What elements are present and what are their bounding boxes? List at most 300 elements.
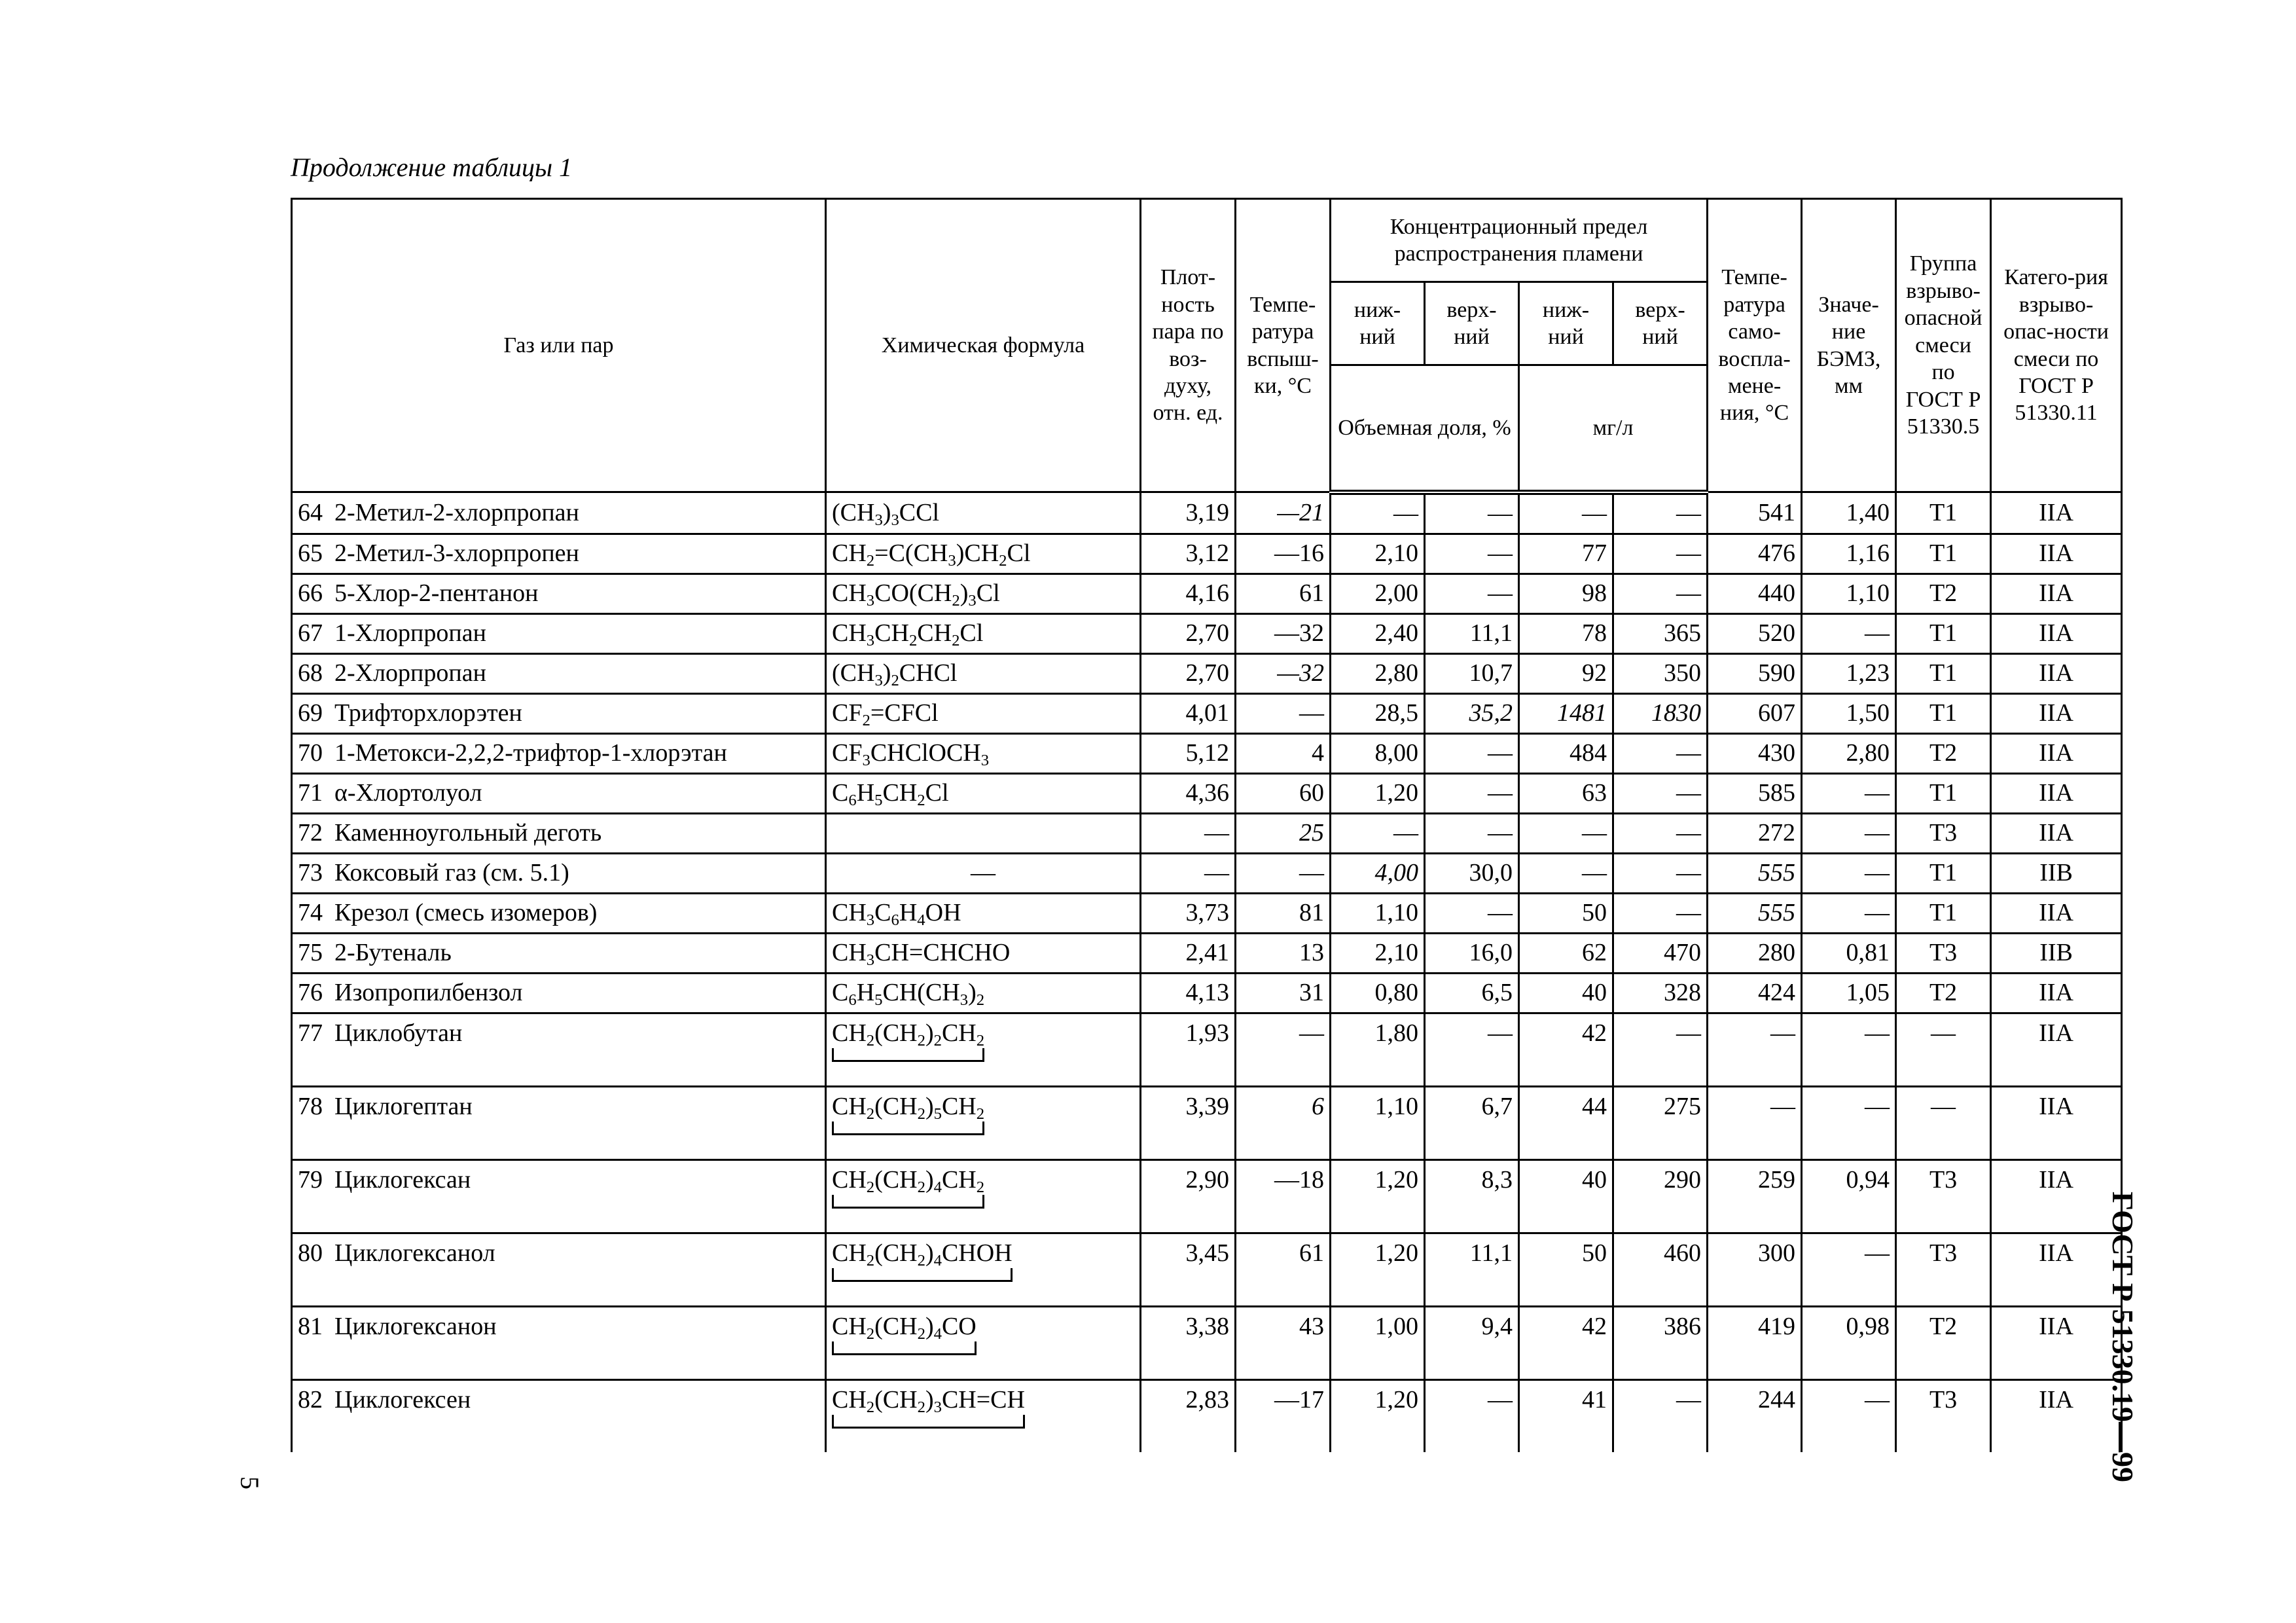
density-cell: —	[1141, 853, 1236, 893]
group-cell: T2	[1896, 574, 1991, 613]
table-row	[292, 1013, 2122, 1086]
mgl-lower-cell: —	[1519, 492, 1613, 534]
gas-name: 2-Хлорпропан	[334, 659, 486, 687]
flash-point-cell: —32	[1236, 653, 1331, 693]
bemz-cell: —	[1802, 773, 1896, 813]
formula-cell	[826, 1306, 1141, 1379]
autoignition-cell: 607	[1708, 693, 1802, 733]
autoignition-cell: 424	[1708, 973, 1802, 1013]
chemical-formula: $CF_3CHClOCH_3$	[832, 739, 990, 770]
header-mgl-lower: ниж-ний	[1519, 282, 1613, 365]
vol-upper-cell: 30,0	[1425, 853, 1519, 893]
vol-upper-cell: 6,7	[1425, 1086, 1519, 1159]
mgl-lower-cell: 98	[1519, 574, 1613, 613]
autoignition-cell: 555	[1708, 893, 1802, 933]
gas-name-cell	[292, 933, 826, 973]
chemical-formula: $(CH_3)_3CCl$	[832, 498, 940, 529]
table-row	[292, 733, 2122, 773]
mgl-upper-cell: 470	[1613, 933, 1708, 973]
bemz-cell: 0,98	[1802, 1306, 1896, 1379]
vol-lower-cell: 1,20	[1331, 1379, 1425, 1452]
gas-name-cell	[292, 1233, 826, 1306]
formula-cell	[826, 733, 1141, 773]
group-cell: T1	[1896, 492, 1991, 534]
chemical-formula: $CH_3CH=CHCHO$	[832, 939, 1011, 970]
formula-cell	[826, 1013, 1141, 1086]
vol-lower-cell: 2,10	[1331, 534, 1425, 574]
chemical-formula: $(CH_3)_2CHCl$	[832, 659, 958, 690]
bemz-cell: 1,10	[1802, 574, 1896, 613]
group-cell: T1	[1896, 534, 1991, 574]
mgl-upper-cell: 290	[1613, 1159, 1708, 1233]
formula-cell	[826, 1233, 1141, 1306]
chemical-formula: $CH_3CO(CH_2)_3Cl$	[832, 579, 1000, 610]
gas-name-cell	[292, 1306, 826, 1379]
autoignition-cell: 585	[1708, 773, 1802, 813]
row-number: 75	[298, 939, 323, 967]
density-cell: —	[1141, 813, 1236, 853]
category-cell: IIA	[1991, 492, 2122, 534]
density-cell: 2,90	[1141, 1159, 1236, 1233]
autoignition-cell: 590	[1708, 653, 1802, 693]
table-row	[292, 534, 2122, 574]
formula-cell	[826, 492, 1141, 534]
mgl-upper-cell: —	[1613, 1379, 1708, 1452]
group-cell: T2	[1896, 973, 1991, 1013]
bemz-cell: —	[1802, 1379, 1896, 1452]
category-cell: IIA	[1991, 1159, 2122, 1233]
row-number: 70	[298, 739, 323, 767]
category-cell: IIA	[1991, 1086, 2122, 1159]
gas-name: Циклогексанол	[334, 1239, 495, 1267]
autoignition-cell: 520	[1708, 613, 1802, 653]
table-row	[292, 693, 2122, 733]
category-cell: IIA	[1991, 773, 2122, 813]
bemz-cell: —	[1802, 1013, 1896, 1086]
mgl-upper-cell: 460	[1613, 1233, 1708, 1306]
formula-cell	[826, 973, 1141, 1013]
vol-upper-cell: —	[1425, 773, 1519, 813]
category-cell: IIB	[1991, 853, 2122, 893]
vol-upper-cell: 10,7	[1425, 653, 1519, 693]
vol-upper-cell: —	[1425, 813, 1519, 853]
header-mgl-upper: верх-ний	[1613, 282, 1708, 365]
bemz-cell: 1,23	[1802, 653, 1896, 693]
flash-point-cell: 25	[1236, 813, 1331, 853]
ring-bond	[832, 1268, 1013, 1282]
mgl-upper-cell: 350	[1613, 653, 1708, 693]
row-number: 78	[298, 1092, 323, 1120]
gas-name-cell	[292, 1013, 826, 1086]
mgl-lower-cell: 63	[1519, 773, 1613, 813]
table-row	[292, 1086, 2122, 1159]
flash-point-cell: 81	[1236, 893, 1331, 933]
gas-name-cell	[292, 613, 826, 653]
flash-point-cell: —16	[1236, 534, 1331, 574]
mgl-lower-cell: 42	[1519, 1306, 1613, 1379]
group-cell: T2	[1896, 1306, 1991, 1379]
group-cell: T3	[1896, 1379, 1991, 1452]
header-density: Плот-ность пара по воз-духу, отн. ед.	[1141, 199, 1236, 492]
header-group: Группа взрыво-опасной смеси по ГОСТ Р 51330.5	[1896, 199, 1991, 492]
bemz-cell: 2,80	[1802, 733, 1896, 773]
formula-cell	[826, 574, 1141, 613]
table-row	[292, 613, 2122, 653]
bemz-cell: 1,50	[1802, 693, 1896, 733]
group-cell: —	[1896, 1086, 1991, 1159]
flash-point-cell: —17	[1236, 1379, 1331, 1452]
bemz-cell: —	[1802, 853, 1896, 893]
mgl-lower-cell: 42	[1519, 1013, 1613, 1086]
formula-cell	[826, 813, 1141, 853]
flash-point-cell: 13	[1236, 933, 1331, 973]
mgl-lower-cell: 78	[1519, 613, 1613, 653]
autoignition-cell: 555	[1708, 853, 1802, 893]
data-table	[291, 198, 2123, 1452]
category-cell: IIA	[1991, 653, 2122, 693]
group-cell: T1	[1896, 653, 1991, 693]
bemz-cell: —	[1802, 613, 1896, 653]
group-cell: T1	[1896, 893, 1991, 933]
chemical-formula: $CH_2(CH_2)_2CH_2$	[832, 1019, 985, 1049]
formula-cell	[826, 933, 1141, 973]
gas-name: 1-Метокси-2,2,2-трифтор-1-хлорэтан	[334, 739, 727, 767]
formula-cell	[826, 1159, 1141, 1233]
category-cell: IIA	[1991, 1233, 2122, 1306]
vol-upper-cell: —	[1425, 492, 1519, 534]
header-category: Катего-рия взрыво-опас-ности смеси по ГОСТ Р 51330.11	[1991, 199, 2122, 492]
density-cell: 2,70	[1141, 653, 1236, 693]
gas-name-cell	[292, 733, 826, 773]
vol-upper-cell: —	[1425, 733, 1519, 773]
autoignition-cell: 476	[1708, 534, 1802, 574]
gas-name-cell	[292, 1159, 826, 1233]
mgl-lower-cell: 44	[1519, 1086, 1613, 1159]
group-cell: T1	[1896, 613, 1991, 653]
flash-point-cell: 60	[1236, 773, 1331, 813]
density-cell: 2,83	[1141, 1379, 1236, 1452]
vol-lower-cell: 28,5	[1331, 693, 1425, 733]
group-cell: —	[1896, 1013, 1991, 1086]
chemical-formula: —	[971, 859, 996, 887]
header-formula: Химическая формула	[826, 199, 1141, 492]
density-cell: 4,01	[1141, 693, 1236, 733]
group-cell: T2	[1896, 733, 1991, 773]
bemz-cell: 1,40	[1802, 492, 1896, 534]
vol-lower-cell: 1,80	[1331, 1013, 1425, 1086]
vol-lower-cell: —	[1331, 813, 1425, 853]
gas-name-cell	[292, 653, 826, 693]
vol-lower-cell: 1,10	[1331, 893, 1425, 933]
density-cell: 3,12	[1141, 534, 1236, 574]
gas-name-cell	[292, 853, 826, 893]
ring-bond	[832, 1048, 984, 1062]
autoignition-cell: —	[1708, 1013, 1802, 1086]
bemz-cell: —	[1802, 1233, 1896, 1306]
table-row	[292, 1306, 2122, 1379]
row-number: 80	[298, 1239, 323, 1267]
gas-name-cell	[292, 693, 826, 733]
density-cell: 4,16	[1141, 574, 1236, 613]
group-cell: T1	[1896, 693, 1991, 733]
row-number: 74	[298, 899, 323, 927]
gas-name: Циклогептан	[334, 1092, 473, 1120]
category-cell: IIA	[1991, 973, 2122, 1013]
group-cell: T3	[1896, 1233, 1991, 1306]
table-row	[292, 813, 2122, 853]
bemz-cell: 1,05	[1802, 973, 1896, 1013]
document-code: ГОСТ Р 51330.19—99	[2106, 1192, 2140, 1482]
flash-point-cell: 43	[1236, 1306, 1331, 1379]
mgl-upper-cell: 328	[1613, 973, 1708, 1013]
category-cell: IIA	[1991, 574, 2122, 613]
flash-point-cell: —32	[1236, 613, 1331, 653]
vol-upper-cell: 35,2	[1425, 693, 1519, 733]
vol-upper-cell: 9,4	[1425, 1306, 1519, 1379]
mgl-upper-cell: 386	[1613, 1306, 1708, 1379]
density-cell: 3,38	[1141, 1306, 1236, 1379]
header-vol-lower: ниж-ний	[1331, 282, 1425, 365]
vol-upper-cell: —	[1425, 1379, 1519, 1452]
chemical-formula: $CH_2(CH_2)_4CH_2$	[832, 1165, 985, 1196]
group-cell: T3	[1896, 1159, 1991, 1233]
flash-point-cell: —21	[1236, 492, 1331, 534]
ring-bond	[832, 1122, 984, 1135]
gas-name-cell	[292, 973, 826, 1013]
row-number: 65	[298, 539, 323, 568]
row-number: 79	[298, 1165, 323, 1194]
bemz-cell: 0,81	[1802, 933, 1896, 973]
bemz-cell: 0,94	[1802, 1159, 1896, 1233]
formula-cell	[826, 1086, 1141, 1159]
gas-name: α-Хлортолуол	[334, 779, 482, 807]
flash-point-cell: 31	[1236, 973, 1331, 1013]
table-row	[292, 574, 2122, 613]
gas-name: Циклогексанон	[334, 1312, 497, 1340]
vol-upper-cell: —	[1425, 1013, 1519, 1086]
mgl-upper-cell: —	[1613, 534, 1708, 574]
table-row	[292, 933, 2122, 973]
table-row	[292, 653, 2122, 693]
density-cell: 4,13	[1141, 973, 1236, 1013]
vol-upper-cell: —	[1425, 574, 1519, 613]
mgl-lower-cell: —	[1519, 853, 1613, 893]
header-vol-unit: Объемная доля, %	[1331, 365, 1519, 492]
mgl-upper-cell: —	[1613, 574, 1708, 613]
flash-point-cell: 61	[1236, 574, 1331, 613]
group-cell: T1	[1896, 773, 1991, 813]
mgl-lower-cell: 62	[1519, 933, 1613, 973]
category-cell: IIA	[1991, 534, 2122, 574]
density-cell: 3,45	[1141, 1233, 1236, 1306]
group-cell: T3	[1896, 933, 1991, 973]
mgl-lower-cell: 77	[1519, 534, 1613, 574]
gas-name: Трифторхлорэтен	[334, 699, 522, 727]
mgl-upper-cell: —	[1613, 893, 1708, 933]
gas-name: Циклогексен	[334, 1385, 471, 1413]
flash-point-cell: 6	[1236, 1086, 1331, 1159]
table-row	[292, 893, 2122, 933]
header-bemz: Значе-ние БЭМЗ, мм	[1802, 199, 1896, 492]
vol-upper-cell: 11,1	[1425, 613, 1519, 653]
chemical-formula: $CH_2(CH_2)_4CHOH$	[832, 1239, 1013, 1269]
chemical-formula: $CH_2(CH_2)_5CH_2$	[832, 1092, 985, 1123]
category-cell: IIA	[1991, 693, 2122, 733]
formula-cell	[826, 773, 1141, 813]
mgl-lower-cell: 50	[1519, 1233, 1613, 1306]
chemical-formula: $CH_2=C(CH_3)CH_2Cl$	[832, 539, 1031, 570]
table-row	[292, 773, 2122, 813]
bemz-cell: —	[1802, 813, 1896, 853]
flash-point-cell: —	[1236, 853, 1331, 893]
vol-lower-cell: 0,80	[1331, 973, 1425, 1013]
vol-lower-cell: —	[1331, 492, 1425, 534]
vol-lower-cell: 2,40	[1331, 613, 1425, 653]
row-number: 68	[298, 659, 323, 687]
gas-name: 2-Метил-3-хлорпропен	[334, 539, 579, 568]
row-number: 73	[298, 859, 323, 887]
density-cell: 3,19	[1141, 492, 1236, 534]
autoignition-cell: 541	[1708, 492, 1802, 534]
mgl-lower-cell: 50	[1519, 893, 1613, 933]
bemz-cell: 1,16	[1802, 534, 1896, 574]
gas-name-cell	[292, 1379, 826, 1452]
density-cell: 4,36	[1141, 773, 1236, 813]
vol-lower-cell: 1,20	[1331, 1159, 1425, 1233]
vol-upper-cell: —	[1425, 893, 1519, 933]
chemical-formula: $CH_3CH_2CH_2Cl$	[832, 619, 984, 650]
vol-lower-cell: 4,00	[1331, 853, 1425, 893]
flash-point-cell: 61	[1236, 1233, 1331, 1306]
row-number: 72	[298, 819, 323, 847]
gas-name: 2-Метил-2-хлорпропан	[334, 498, 579, 526]
density-cell: 1,93	[1141, 1013, 1236, 1086]
chemical-formula: $CH_2(CH_2)_4CO$	[832, 1312, 977, 1343]
gas-name-cell	[292, 773, 826, 813]
mgl-lower-cell: 484	[1519, 733, 1613, 773]
density-cell: 3,73	[1141, 893, 1236, 933]
density-cell: 2,70	[1141, 613, 1236, 653]
vol-lower-cell: 1,20	[1331, 773, 1425, 813]
autoignition-cell: 280	[1708, 933, 1802, 973]
table-row	[292, 1233, 2122, 1306]
header-gas: Газ или пар	[292, 199, 826, 492]
mgl-upper-cell: —	[1613, 1013, 1708, 1086]
formula-cell	[826, 893, 1141, 933]
category-cell: IIA	[1991, 1306, 2122, 1379]
gas-name-cell	[292, 813, 826, 853]
gas-name: Изопропилбензол	[334, 979, 523, 1007]
header-concentration-limit: Концентрационный предел распространения пламени	[1331, 199, 1708, 282]
header-mgl-unit: мг/л	[1519, 365, 1708, 492]
mgl-upper-cell: 365	[1613, 613, 1708, 653]
autoignition-cell: 272	[1708, 813, 1802, 853]
vol-lower-cell: 1,00	[1331, 1306, 1425, 1379]
gas-name: 2-Бутеналь	[334, 939, 452, 967]
flash-point-cell: —	[1236, 1013, 1331, 1086]
chemical-formula: $CF_2=CFCl$	[832, 699, 939, 730]
gas-name: Циклобутан	[334, 1019, 463, 1047]
row-number: 71	[298, 779, 323, 807]
category-cell: IIB	[1991, 933, 2122, 973]
density-cell: 5,12	[1141, 733, 1236, 773]
formula-cell	[826, 853, 1141, 893]
density-cell: 3,39	[1141, 1086, 1236, 1159]
gas-name: 5-Хлор-2-пентанон	[334, 579, 539, 608]
mgl-lower-cell: —	[1519, 813, 1613, 853]
page-number: 5	[235, 1476, 264, 1489]
mgl-upper-cell: —	[1613, 813, 1708, 853]
formula-cell	[826, 613, 1141, 653]
formula-cell	[826, 653, 1141, 693]
gas-name-cell	[292, 574, 826, 613]
mgl-lower-cell: 40	[1519, 1159, 1613, 1233]
header-flash-point: Темпе-ратура вспыш-ки, °С	[1236, 199, 1331, 492]
table-caption: Продолжение таблицы 1	[291, 153, 573, 182]
formula-cell	[826, 693, 1141, 733]
gas-name: Циклогексан	[334, 1165, 471, 1194]
mgl-lower-cell: 40	[1519, 973, 1613, 1013]
formula-cell	[826, 1379, 1141, 1452]
gas-name-cell	[292, 534, 826, 574]
chemical-formula: $CH_3C_6H_4OH$	[832, 899, 961, 930]
flash-point-cell: 4	[1236, 733, 1331, 773]
density-cell: 2,41	[1141, 933, 1236, 973]
row-number: 66	[298, 579, 323, 608]
vol-upper-cell: 11,1	[1425, 1233, 1519, 1306]
group-cell: T3	[1896, 813, 1991, 853]
category-cell: IIA	[1991, 1379, 2122, 1452]
gas-name: Каменноугольный деготь	[334, 819, 602, 847]
chemical-formula: $CH_2(CH_2)_3CH=CH$	[832, 1385, 1025, 1416]
vol-lower-cell: 8,00	[1331, 733, 1425, 773]
row-number: 64	[298, 498, 323, 526]
gas-name-cell	[292, 1086, 826, 1159]
row-number: 77	[298, 1019, 323, 1047]
vol-upper-cell: 6,5	[1425, 973, 1519, 1013]
bemz-cell: —	[1802, 1086, 1896, 1159]
group-cell: T1	[1896, 853, 1991, 893]
autoignition-cell: 430	[1708, 733, 1802, 773]
flash-point-cell: —18	[1236, 1159, 1331, 1233]
autoignition-cell: 300	[1708, 1233, 1802, 1306]
flash-point-cell: —	[1236, 693, 1331, 733]
row-number: 67	[298, 619, 323, 647]
header-vol-upper: верх-ний	[1425, 282, 1519, 365]
vol-lower-cell: 2,80	[1331, 653, 1425, 693]
ring-bond	[832, 1195, 984, 1209]
category-cell: IIA	[1991, 613, 2122, 653]
autoignition-cell: 259	[1708, 1159, 1802, 1233]
formula-cell	[826, 534, 1141, 574]
vol-lower-cell: 1,20	[1331, 1233, 1425, 1306]
ring-bond	[832, 1341, 977, 1355]
autoignition-cell: 419	[1708, 1306, 1802, 1379]
row-number: 69	[298, 699, 323, 727]
header-autoignition: Темпе-ратура само-воспла-мене-ния, °С	[1708, 199, 1802, 492]
table-row	[292, 1379, 2122, 1452]
autoignition-cell: 440	[1708, 574, 1802, 613]
mgl-lower-cell: 1481	[1519, 693, 1613, 733]
gas-name-cell	[292, 492, 826, 534]
gas-name-cell	[292, 893, 826, 933]
gas-name: Крезол (смесь изомеров)	[334, 899, 598, 927]
mgl-upper-cell: —	[1613, 733, 1708, 773]
category-cell: IIA	[1991, 733, 2122, 773]
autoignition-cell: —	[1708, 1086, 1802, 1159]
table-row	[292, 1159, 2122, 1233]
mgl-upper-cell: —	[1613, 492, 1708, 534]
